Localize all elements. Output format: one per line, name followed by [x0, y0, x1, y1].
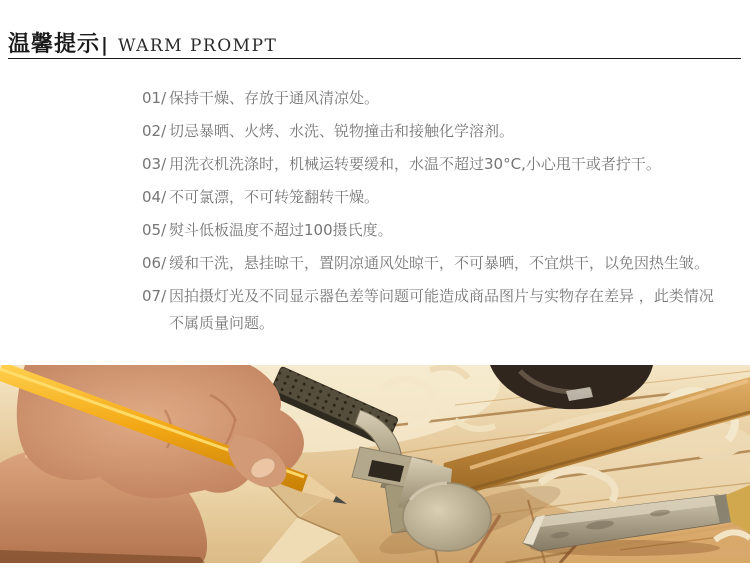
item-text-line1: 因拍摄灯光及不同显示器色差等问题可能造成商品图片与实物存在差异 ，此类情况: [169, 287, 714, 305]
item-text-line2: 不属质量问题。: [169, 314, 275, 332]
item-number: 04/: [142, 188, 167, 206]
item-number: 06/: [142, 254, 167, 272]
care-item-05: [142, 220, 714, 240]
care-item-03: [142, 154, 714, 174]
title-english: WARM PROMPT: [117, 36, 278, 56]
item-text: [169, 286, 714, 333]
item-text: 切忌暴晒、火烤、水洗、锐物撞击和接触化学溶剂。: [169, 122, 515, 140]
title-separator: |: [101, 34, 108, 56]
item-number: 03/: [142, 155, 167, 173]
care-item-02: [142, 121, 714, 141]
care-item-07: [142, 286, 714, 333]
title-chinese: 温馨提示: [8, 32, 101, 57]
woodworking-photo: [0, 365, 750, 563]
item-number: 07/: [142, 287, 167, 305]
item-number: 01/: [142, 89, 167, 107]
care-item-04: [142, 187, 714, 207]
item-number: 02/: [142, 122, 167, 140]
page-title: [8, 27, 277, 58]
item-text: 保持干燥、存放于通风清凉处。: [169, 89, 380, 107]
care-item-01: [142, 88, 714, 108]
care-instructions-list: [142, 88, 714, 346]
item-text: 熨斗低板温度不超过100摄氏度。: [169, 221, 393, 239]
header-divider: [8, 58, 741, 59]
care-item-06: [142, 253, 714, 273]
item-text: 不可氯漂，不可转笼翻转干燥。: [169, 188, 380, 206]
item-number: 05/: [142, 221, 167, 239]
woodworking-photo-art: [0, 365, 750, 563]
item-text: 缓和干洗，悬挂晾干，置阴凉通风处晾干，不可暴晒，不宜烘干，以免因热生皱。: [169, 254, 710, 272]
item-text: 用洗衣机洗涤时，机械运转要缓和，水温不超过30°C,小心甩干或者拧干。: [169, 155, 661, 173]
